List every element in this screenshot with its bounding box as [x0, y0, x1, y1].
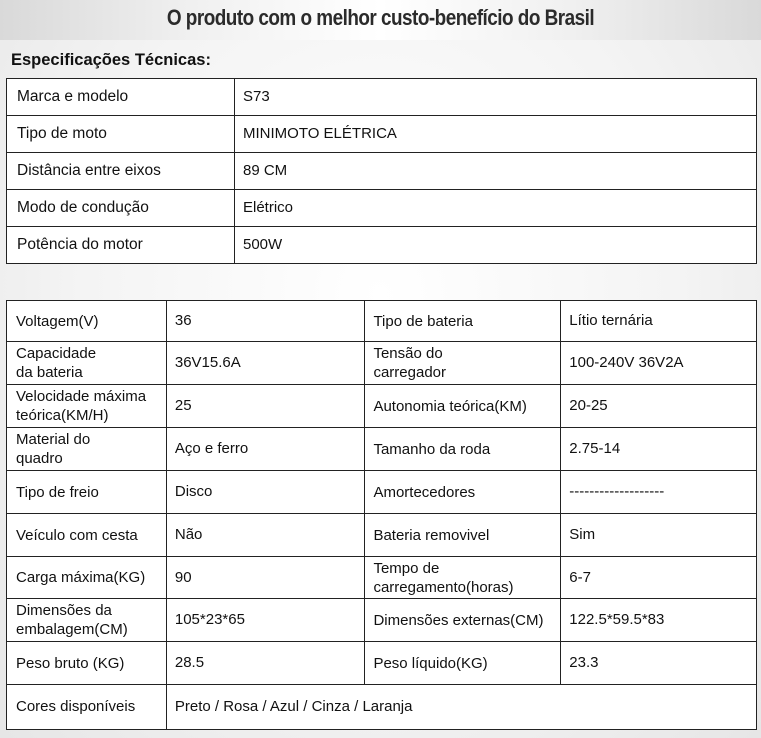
spec-label: Tensão do carregador: [365, 342, 561, 385]
spec-value: S73: [235, 79, 757, 116]
spec-value: 20-25: [561, 385, 757, 428]
spec-label: Tipo de bateria: [365, 301, 561, 342]
spec-value: 100-240V 36V2A: [561, 342, 757, 385]
spec-label: Voltagem(V): [7, 301, 167, 342]
spec-value: 28.5: [166, 642, 365, 685]
specs-subtitle: Especificações Técnicas:: [11, 51, 211, 69]
spec-value: 89 CM: [235, 153, 757, 190]
spec-value: 122.5*59.5*83: [561, 599, 757, 642]
spec-value: MINIMOTO ELÉTRICA: [235, 116, 757, 153]
table-row: [7, 342, 757, 385]
table-row: [7, 116, 757, 153]
spec-label: Dimensões da embalagem(CM): [7, 599, 167, 642]
spec-value: Sim: [561, 514, 757, 557]
spec-value: Aço e ferro: [166, 428, 365, 471]
spec-value: -------------------: [561, 471, 757, 514]
spec-value: 36: [166, 301, 365, 342]
spec-value: Disco: [166, 471, 365, 514]
table-row: [7, 685, 757, 730]
spec-label: Veículo com cesta: [7, 514, 167, 557]
spec-label: Dimensões externas(CM): [365, 599, 561, 642]
spec-label: Tamanho da roda: [365, 428, 561, 471]
spec-value: 6-7: [561, 557, 757, 599]
detail-specs-table: [6, 300, 757, 730]
headline: O produto com o melhor custo-benefício do Brasil: [166, 5, 595, 30]
spec-value: 36V15.6A: [166, 342, 365, 385]
spec-label: Material do quadro: [7, 428, 167, 471]
spec-value: 25: [166, 385, 365, 428]
spec-label: Tipo de moto: [7, 116, 235, 153]
table-row: [7, 385, 757, 428]
table-row: [7, 79, 757, 116]
table-row: [7, 514, 757, 557]
spec-label: Marca e modelo: [7, 79, 235, 116]
table-row: [7, 642, 757, 685]
basic-specs-table: [6, 78, 757, 264]
colors-value: Preto / Rosa / Azul / Cinza / Laranja: [166, 685, 756, 730]
spec-label: Tempo de carregamento(horas): [365, 557, 561, 599]
spec-label: Modo de condução: [7, 190, 235, 227]
spec-label: Potência do motor: [7, 227, 235, 264]
spec-label: Peso bruto (KG): [7, 642, 167, 685]
spec-label: Amortecedores: [365, 471, 561, 514]
spec-value: 500W: [235, 227, 757, 264]
spec-label: Bateria removivel: [365, 514, 561, 557]
spec-value: Lítio ternária: [561, 301, 757, 342]
table-row: [7, 190, 757, 227]
spec-value: 23.3: [561, 642, 757, 685]
spec-value: 2.75-14: [561, 428, 757, 471]
spec-value: Não: [166, 514, 365, 557]
spec-label: Peso líquido(KG): [365, 642, 561, 685]
table-row: [7, 428, 757, 471]
spec-value: 105*23*65: [166, 599, 365, 642]
spec-value: 90: [166, 557, 365, 599]
table-row: [7, 301, 757, 342]
table-row: [7, 557, 757, 599]
spec-label: Capacidade da bateria: [7, 342, 167, 385]
spec-label: Distância entre eixos: [7, 153, 235, 190]
table-row: [7, 227, 757, 264]
spec-label: Tipo de freio: [7, 471, 167, 514]
table-row: [7, 153, 757, 190]
table-row: [7, 471, 757, 514]
spec-label: Carga máxima(KG): [7, 557, 167, 599]
colors-label: Cores disponíveis: [7, 685, 167, 730]
spec-label: Autonomia teórica(KM): [365, 385, 561, 428]
spec-value: Elétrico: [235, 190, 757, 227]
spec-label: Velocidade máxima teórica(KM/H): [7, 385, 167, 428]
table-row: [7, 599, 757, 642]
